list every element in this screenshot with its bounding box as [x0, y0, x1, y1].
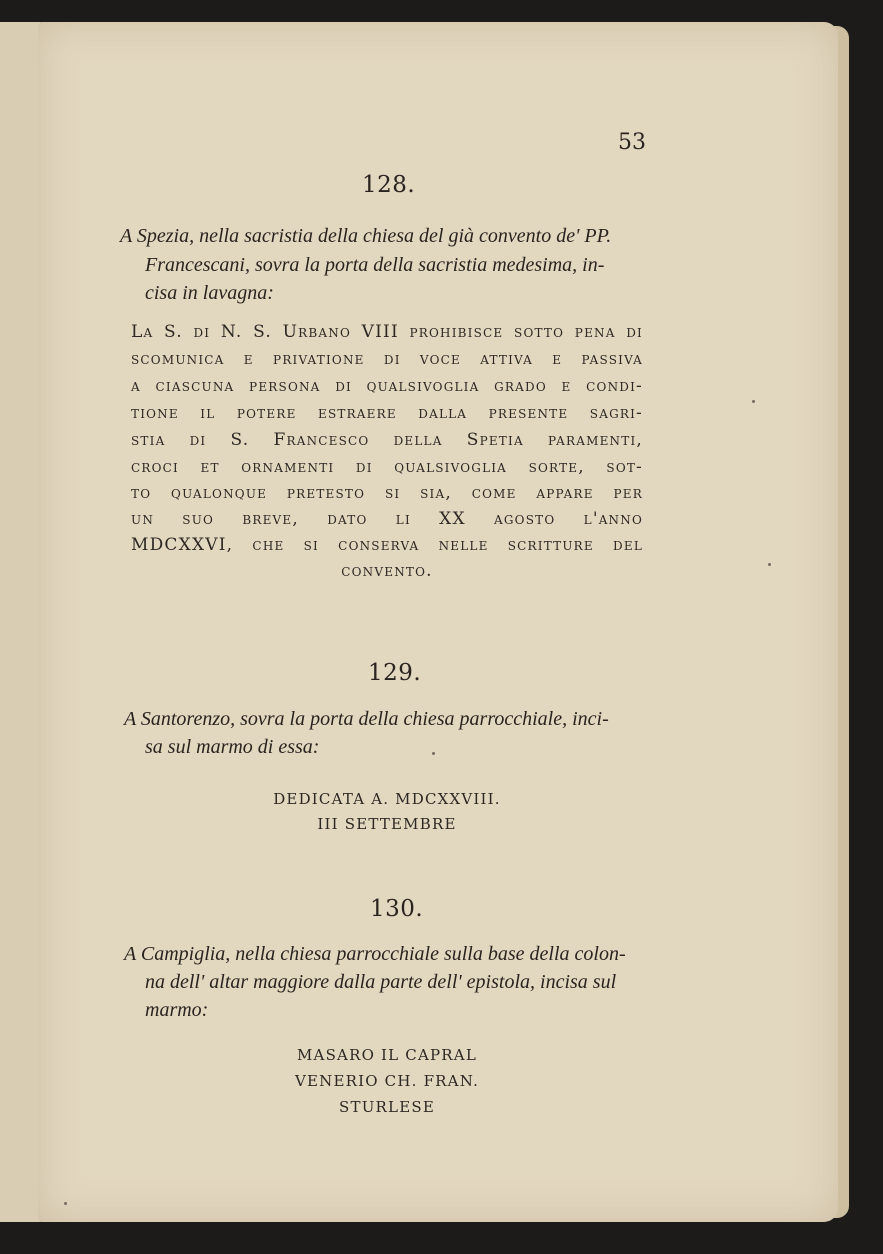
left-page-edge — [0, 22, 42, 1222]
entry-128-intro-line: A Spezia, nella sacristia della chiesa del già convento de' PP. — [120, 225, 612, 247]
entry-128-inscription-line: a ciascuna persona di qualsivoglia grado e condi- — [131, 376, 643, 396]
page-number: 53 — [618, 130, 646, 155]
entry-130-intro-line: A Campiglia, nella chiesa parrocchiale sulla base della colon- — [124, 943, 626, 965]
entry-129-intro-line: A Santorenzo, sovra la porta della chiesa parrocchiale, inci- — [124, 708, 609, 730]
paper-speck — [432, 752, 435, 755]
entry-128-intro-line: Francescani, sovra la porta della sacristia medesima, in- — [145, 254, 605, 276]
entry-128-inscription-line: tione il potere estraere dalla presente sagri- — [131, 403, 643, 423]
entry-129-intro-line: sa sul marmo di essa: — [145, 736, 320, 758]
paper-speck — [64, 1202, 67, 1205]
entry-129-number: 129. — [368, 660, 422, 686]
entry-129-inscription-line: DEDICATA A. MDCXXVIII. — [273, 790, 501, 808]
entry-128-intro-line: cisa in lavagna: — [145, 282, 274, 304]
entry-130-inscription-line: VENERIO CH. FRAN. — [294, 1072, 480, 1090]
entry-128-inscription-line: to qualonque pretesto si sia, come appare per — [131, 483, 643, 503]
entry-128-inscription-line: convento. — [341, 561, 433, 581]
entry-129-inscription-line: III SETTEMBRE — [317, 815, 457, 833]
entry-128-inscription-line: un suo breve, dato li XX agosto l'anno — [131, 509, 643, 529]
entry-130-number: 130. — [370, 896, 424, 922]
paper-speck — [768, 563, 771, 566]
entry-128-inscription-line: scomunica e privatione di voce attiva e passiva — [131, 349, 643, 369]
entry-128-inscription-line: stia di S. Francesco della Spetia paramenti, — [131, 430, 643, 450]
entry-128-inscription-line: MDCXXVI, che si conserva nelle scritture del — [131, 535, 643, 555]
entry-130-inscription-line: STURLESE — [339, 1098, 435, 1116]
entry-130-inscription-line: MASARO IL CAPRAL — [296, 1046, 477, 1064]
paper-speck — [752, 400, 755, 403]
entry-130-intro-line: marmo: — [145, 999, 209, 1021]
book-page — [38, 22, 838, 1222]
entry-128-inscription-line: croci et ornamenti di qualsivoglia sorte, sot- — [131, 457, 643, 477]
entry-128-inscription-line: La S. di N. S. Urbano VIII prohibisce sotto pena di — [131, 322, 643, 342]
entry-128-number: 128. — [362, 172, 416, 198]
entry-130-intro-line: na dell' altar maggiore dalla parte dell' epistola, incisa sul — [145, 971, 617, 993]
